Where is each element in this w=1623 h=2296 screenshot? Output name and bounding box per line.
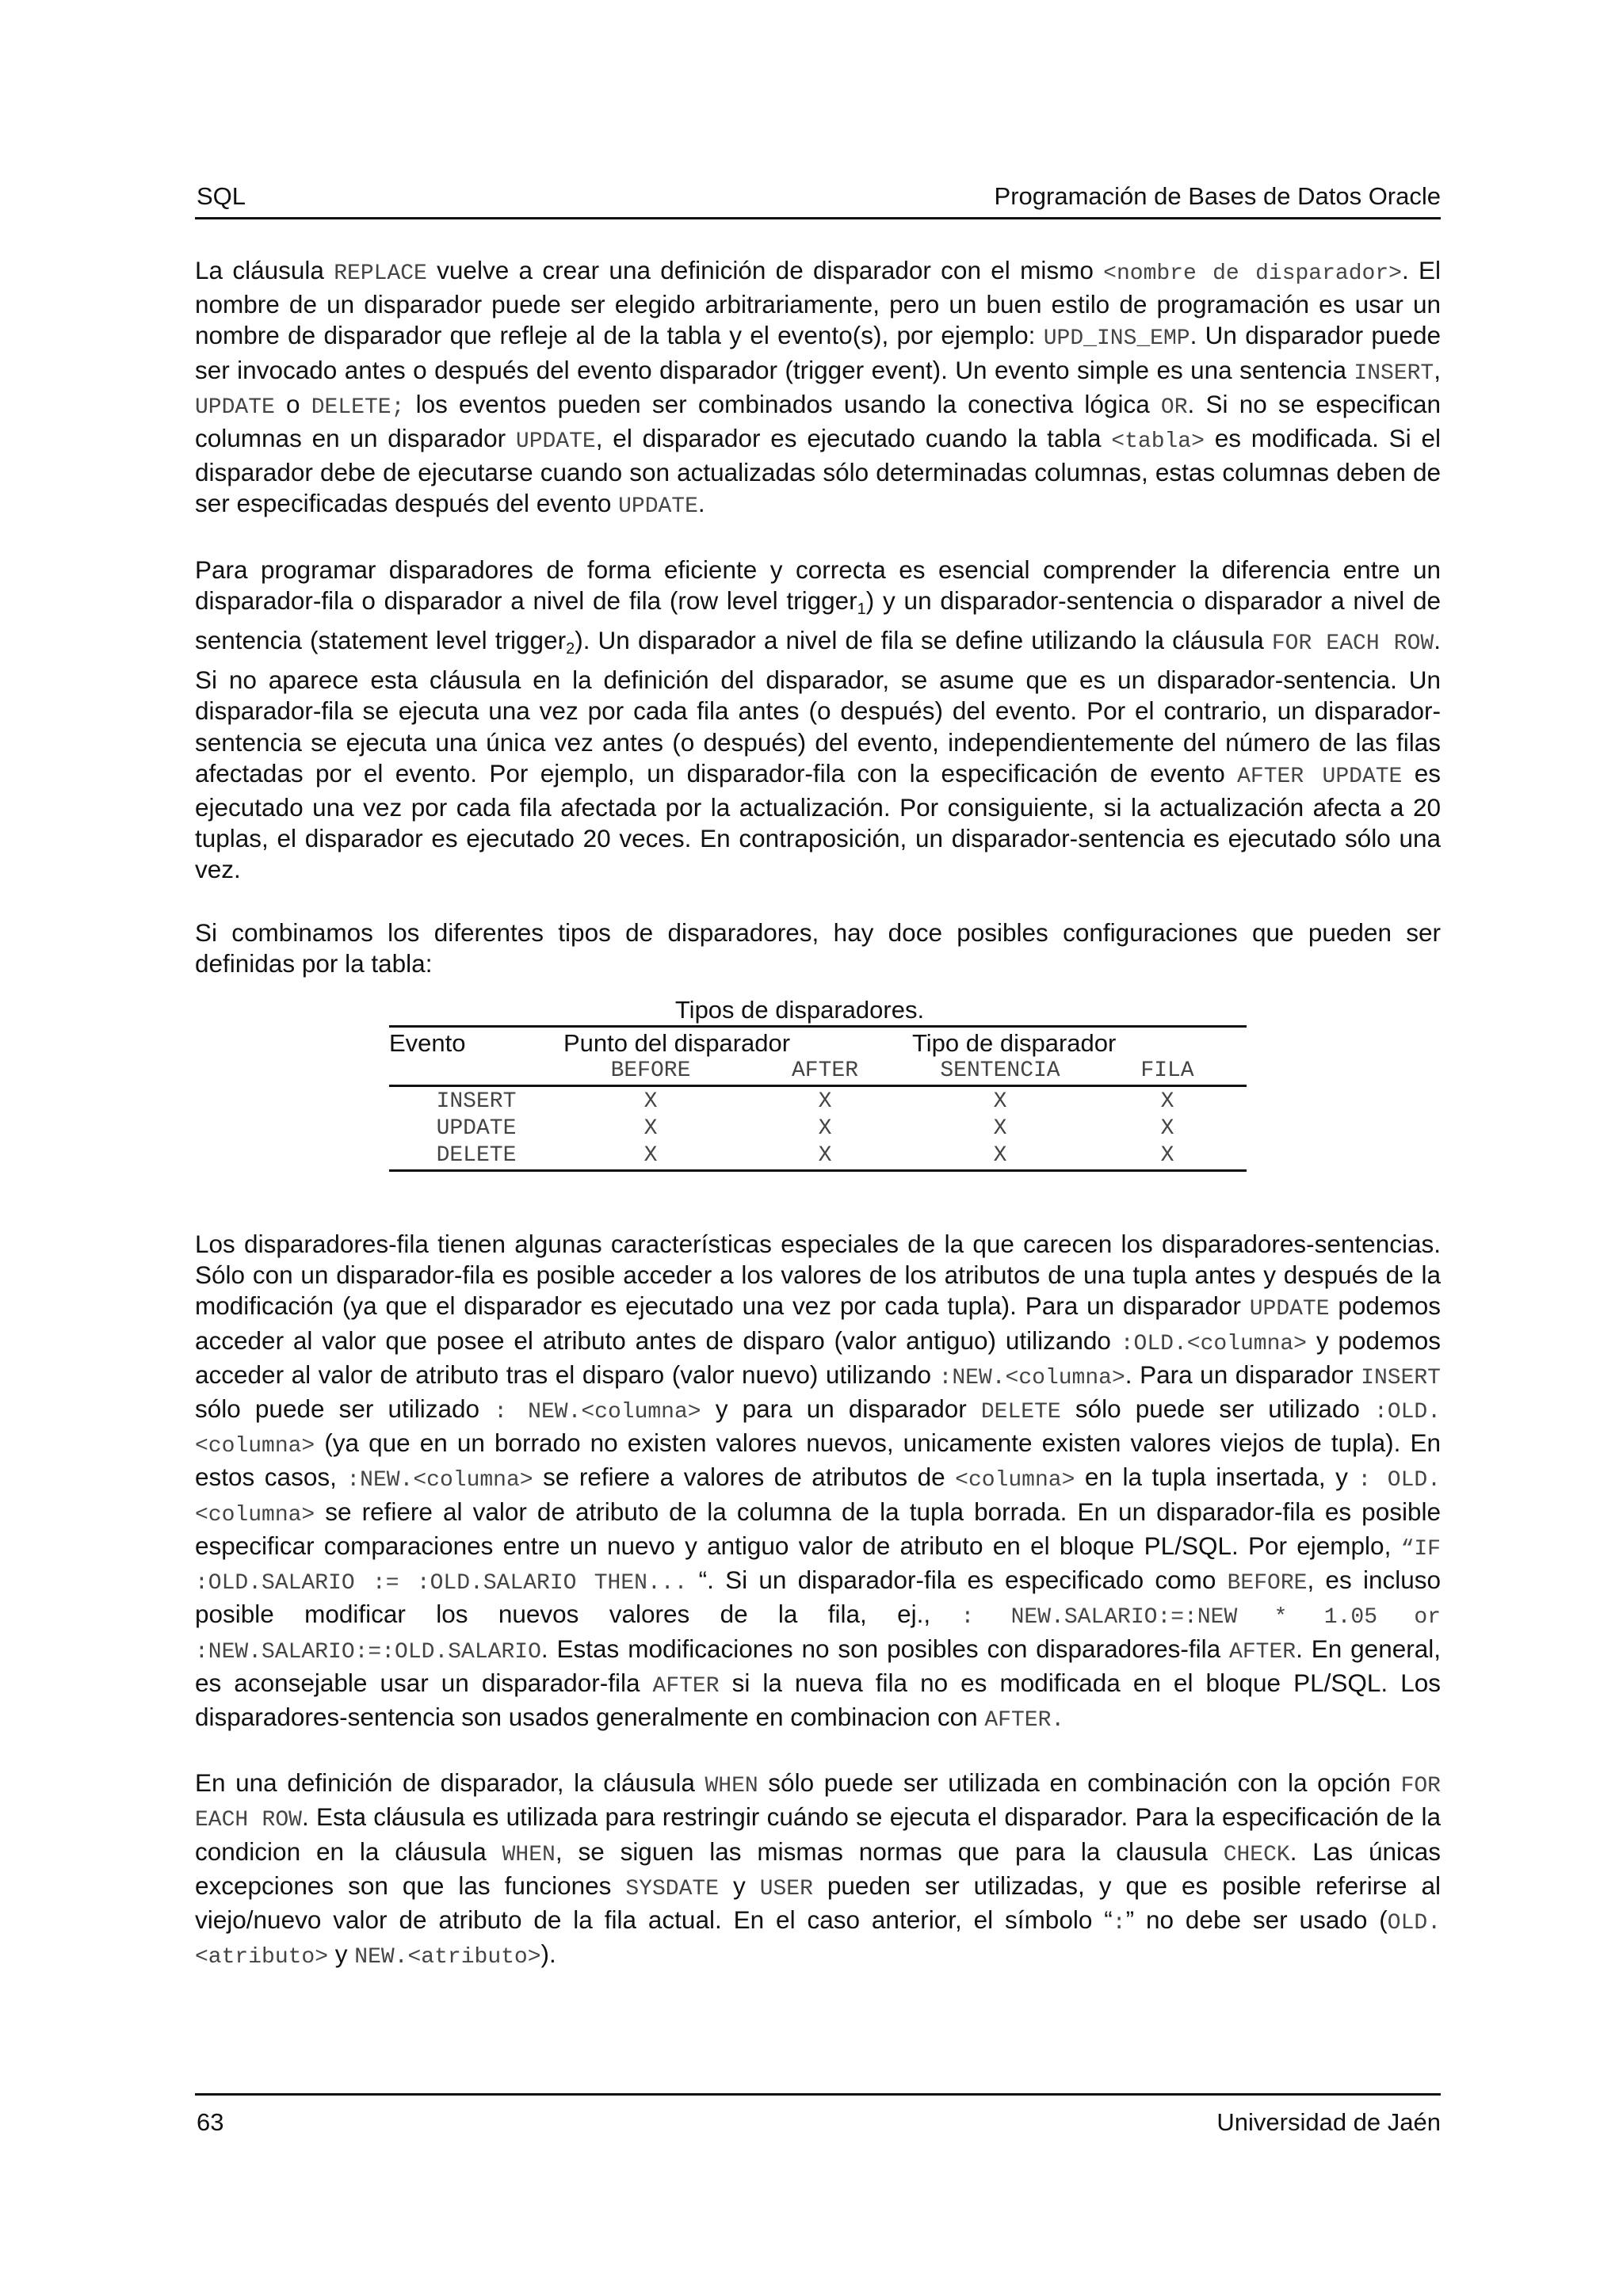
code: WHEN: [502, 1842, 556, 1867]
row-event: INSERT: [436, 1089, 517, 1115]
text: o: [274, 389, 311, 418]
cell: X: [818, 1116, 832, 1142]
code: NEW.<atributo>: [354, 1945, 541, 1970]
cell: X: [643, 1089, 658, 1115]
trigger-types-table-block: [389, 995, 1247, 1172]
footnote-marker: 1: [857, 600, 866, 618]
paragraph-when-clause: [195, 1768, 1441, 1973]
text: ” no debe ser usado (: [1125, 1905, 1388, 1934]
table-caption: Tipos de disparadores.: [674, 996, 925, 1024]
code: UPDATE: [618, 494, 698, 520]
footer-institution: Universidad de Jaén: [1216, 2108, 1441, 2136]
code: SYSDATE: [625, 1876, 720, 1901]
code: USER: [759, 1876, 813, 1901]
paragraph-replace: [195, 255, 1441, 523]
text: sólo puede ser utilizada en combinación con la opción: [758, 1768, 1401, 1798]
code: INSERT: [1361, 1365, 1441, 1390]
cell: X: [1160, 1143, 1174, 1169]
subheader-empty: [389, 1058, 563, 1086]
document-page: [195, 0, 1441, 2296]
paragraph-row-vs-statement: [195, 555, 1441, 886]
text: y para un disparador: [701, 1394, 981, 1424]
code: AFTER UPDATE: [1237, 764, 1403, 789]
text: . Un disparador puede ser invocado antes o después del evento disparador (trigger event). Un evento simple es una sentencia: [195, 321, 1441, 384]
text: Para programar disparadores de forma eficiente y correcta es esencial comprender la diferencia entre un disparador-fila o disparador a nivel de fila (row level trigger: [195, 555, 1441, 615]
text: podemos acceder al valor que posee el atributo antes de disparo (valor antiguo) utilizando: [195, 1291, 1441, 1355]
subheader-after: AFTER: [738, 1058, 912, 1086]
text: si la nueva fila no es modificada en el bloque PL/SQL. Los disparadores-sentencia son usados generalmente en combinacion con: [195, 1668, 1441, 1731]
text: es modificada. Si el disparador debe de ejecutarse cuando son actualizadas sólo determinadas columnas, estas columnas deben de ser especificadas después del evento: [195, 424, 1441, 518]
code: :OLD.<columna>: [195, 1400, 1442, 1459]
footnote-marker: 2: [566, 640, 575, 658]
code: BEFORE: [1227, 1571, 1308, 1596]
text: es ejecutado una vez por cada fila afectada por la actualización. Por consiguiente, si la actualización afecta a 20 tuplas, el disparador es ejecutado 20 veces. En contraposición, un disparador-sentencia es ejecutado sólo una vez.: [195, 758, 1441, 884]
paragraph-table-intro: Si combinamos los diferentes tipos de disparadores, hay doce posibles configuraciones que pueden ser definidas por la tabla:: [195, 917, 1441, 978]
text: .: [697, 489, 705, 518]
text: . Las únicas excepciones son que las funciones: [195, 1836, 1441, 1900]
code: AFTER: [1229, 1639, 1296, 1665]
text: , el disparador es ejecutado cuando la tabla: [595, 424, 1112, 453]
code: DELETE: [980, 1400, 1061, 1425]
text: y: [328, 1939, 355, 1969]
code: DELETE;: [311, 395, 405, 420]
text: “. Si un disparador-fila es especificado como: [687, 1566, 1228, 1595]
text: . El nombre de un disparador puede ser elegido arbitrariamente, pero un buen estilo de programación es usar un nombre de disparador que refleje al de la tabla y el evento(s), por ejemplo:: [195, 256, 1442, 350]
text: se refiere al valor de atributo de la columna de la tupla borrada. En un disparador-fila es posible especificar comparaciones entre un nuevo y antiguo valor de atributo en el bloque PL/SQL. Por ejemplo,: [195, 1497, 1441, 1560]
subheader-before: BEFORE: [563, 1058, 738, 1086]
code: UPD_INS_EMP: [1043, 326, 1190, 352]
cell: X: [818, 1143, 832, 1169]
text: en la tupla insertada, y: [1075, 1463, 1358, 1492]
text: pueden ser utilizadas, y que es posible referirse al viejo/nuevo valor de atributo de la fila actual. En el caso anterior, el símbolo “: [195, 1871, 1441, 1934]
table-row: [389, 1086, 1247, 1116]
page-footer: [195, 2093, 1441, 2136]
code: REPLACE: [334, 261, 427, 286]
code: UPDATE: [1249, 1297, 1330, 1322]
subheader-sentencia: SENTENCIA: [912, 1058, 1088, 1086]
table-row: [389, 1142, 1247, 1171]
subheader-fila: FILA: [1088, 1058, 1247, 1086]
document-body: [195, 255, 1441, 2004]
cell: X: [643, 1116, 658, 1142]
text: Los disparadores-fila tienen algunas características especiales de la que carecen los disparadores-sentencias. Sólo con un disparador-fila es posible acceder a los valores de los atributos de una tupla antes y después de la modificación (ya que el disparador es ejecutado una vez por cada tupla). Para un disparador: [195, 1230, 1441, 1321]
code: UPDATE: [515, 429, 596, 455]
text: sólo puede ser utilizado: [195, 1394, 495, 1424]
header-left-title: SQL: [197, 182, 246, 210]
text: En una definición de disparador, la cláusula: [195, 1768, 705, 1798]
cell: X: [993, 1116, 1007, 1142]
code: OLD.<atributo>: [195, 1910, 1442, 1970]
text: se refiere a valores de atributos de: [533, 1463, 956, 1492]
text: ,: [1434, 355, 1441, 384]
row-event: DELETE: [436, 1143, 517, 1169]
table-subheader-row: [389, 1058, 1247, 1086]
text: y: [719, 1871, 760, 1900]
header-evento: Evento: [389, 1029, 466, 1058]
text: ).: [540, 1939, 556, 1969]
header-right-title: Programación de Bases de Datos Oracle: [994, 182, 1441, 210]
text: . En general, es aconsejable usar un disparador-fila: [195, 1634, 1441, 1697]
code: :NEW.<columna>: [346, 1468, 533, 1493]
code: “IF :OLD.SALARIO := :OLD.SALARIO THEN...: [195, 1536, 1441, 1596]
text: vuelve a crear una definición de disparador con el mismo: [426, 256, 1104, 284]
text: y podemos acceder al valor de atributo tras el disparo (valor nuevo) utilizando: [195, 1325, 1441, 1389]
code: AFTER: [652, 1673, 720, 1699]
text: , es incluso posible modificar los nuevos valores de la fila, ej.,: [195, 1566, 1441, 1629]
code: FOR EACH ROW: [1271, 631, 1434, 657]
trigger-types-table: [389, 1025, 1247, 1172]
text: . Esta cláusula es utilizada para restringir cuándo se ejecuta el disparador. Para la especificación de la condicion en la cláusula: [195, 1802, 1441, 1866]
code: WHEN: [705, 1774, 758, 1799]
cell: X: [643, 1143, 658, 1169]
text: . Estas modificaciones no son posibles con disparadores-fila: [540, 1634, 1230, 1663]
text: (ya que en un borrado no existen valores nuevos, unicamente existen valores viejos de tupla). En estos casos,: [195, 1428, 1441, 1492]
code: FOR EACH ROW: [195, 1774, 1441, 1833]
text: los eventos pueden ser combinados usando la conectiva lógica: [404, 389, 1161, 418]
code: :: [1112, 1910, 1126, 1936]
code: INSERT: [1354, 360, 1434, 386]
table-row: [389, 1116, 1247, 1142]
code: CHECK: [1223, 1842, 1290, 1867]
code: <nombre de disparador>: [1103, 261, 1402, 286]
text: sólo puede ser utilizado: [1060, 1394, 1375, 1424]
code: :NEW.<columna>: [938, 1365, 1125, 1390]
text: . Si no aparece esta cláusula en la definición del disparador, se asume que es un disparador-sentencia. Un disparador-fila se ejecuta una vez por cada fila antes (o después) del evento. Por el contrario, un disparador-sentencia se ejecuta una única vez antes (o después) del evento, independientemente del número de las filas afectadas por el evento. Por ejemplo, un disparador-fila con la especificación de evento: [195, 626, 1441, 788]
code: :OLD.<columna>: [1120, 1331, 1307, 1356]
cell: X: [1160, 1116, 1174, 1142]
text: . Si no se especifican columnas en un disparador: [195, 389, 1441, 453]
text: ) y un disparador-sentencia o disparador a nivel de sentencia (statement level trigger: [195, 585, 1441, 655]
code: OR: [1160, 395, 1188, 420]
row-event: UPDATE: [436, 1116, 517, 1142]
page-header: [195, 176, 1441, 219]
code: UPDATE: [195, 395, 275, 420]
cell: X: [993, 1089, 1007, 1115]
code: : OLD.<columna>: [195, 1468, 1441, 1527]
cell: X: [993, 1143, 1007, 1169]
page-number: 63: [197, 2108, 224, 2136]
text: ). Un disparador a nivel de fila se define utilizando la cláusula: [575, 626, 1272, 655]
code: <columna>: [955, 1468, 1075, 1493]
code: <tabla>: [1111, 429, 1205, 455]
cell: X: [1160, 1089, 1174, 1115]
table-header-row: [389, 1027, 1247, 1058]
text: . Para un disparador: [1125, 1360, 1361, 1389]
header-tipo: Tipo de disparador: [912, 1029, 1117, 1058]
cell: X: [818, 1089, 832, 1115]
header-punto: Punto del disparador: [563, 1029, 791, 1058]
paragraph-row-triggers-old-new: [195, 1229, 1441, 1736]
code: : NEW.SALARIO:=:NEW * 1.05 or :NEW.SALARIO:=:OLD.SALARIO: [195, 1605, 1441, 1665]
text: , se siguen las mismas normas que para la clausula: [555, 1836, 1224, 1866]
code: : NEW.<columna>: [494, 1400, 701, 1425]
text: La cláusula: [195, 256, 334, 284]
code: AFTER.: [984, 1707, 1065, 1733]
